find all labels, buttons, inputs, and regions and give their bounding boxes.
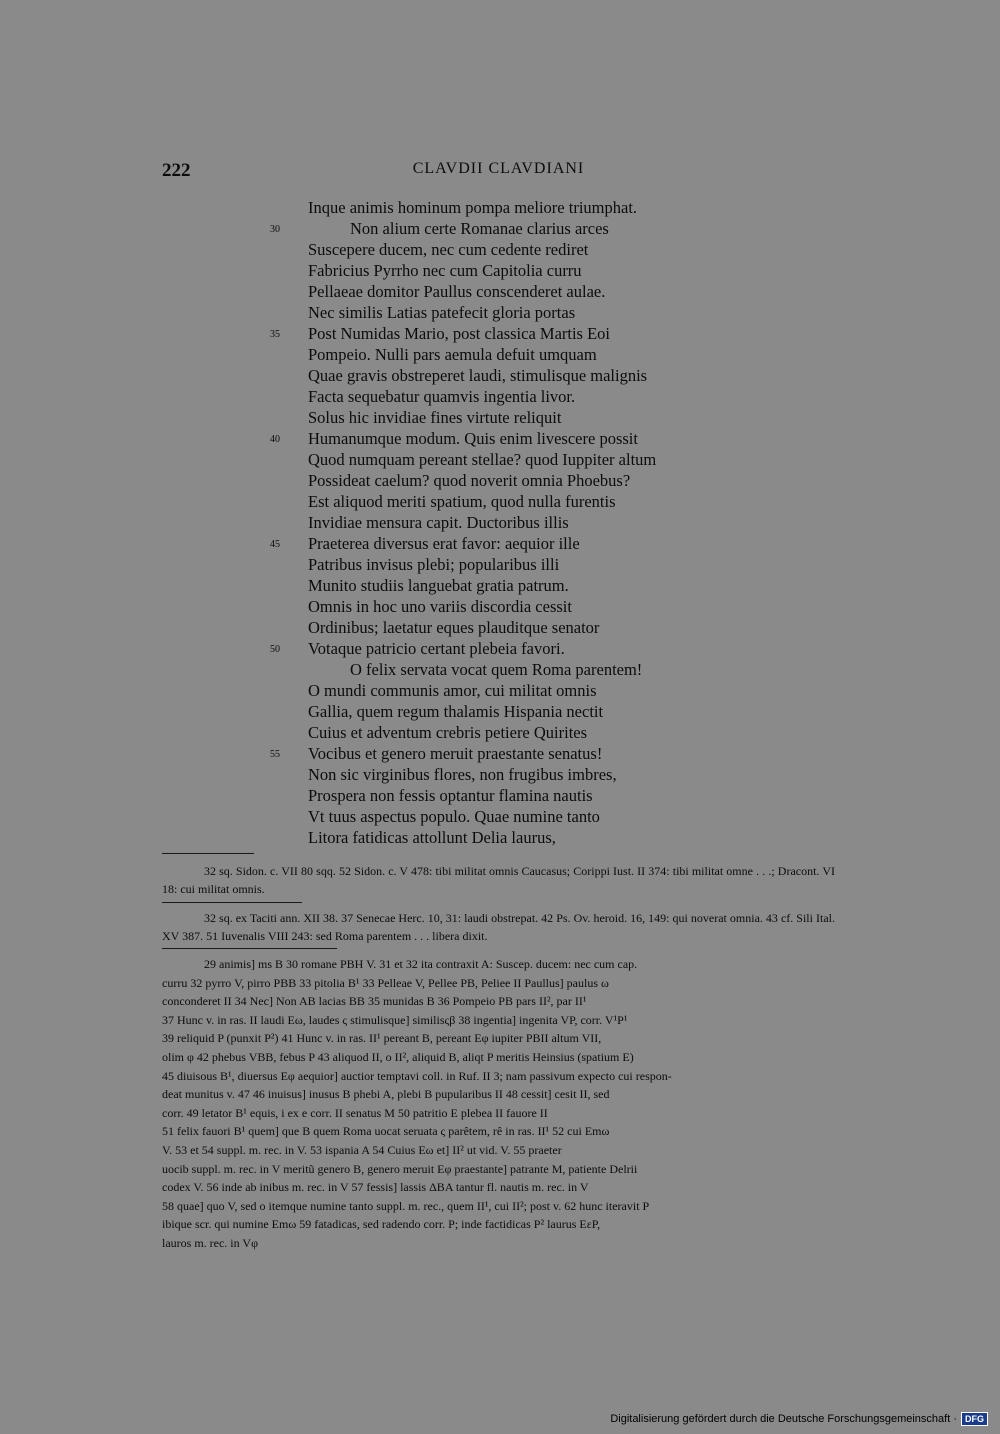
apparatus-line: 58 quae] quo V, sed o itemque numine tanto suppl. m. rec., quem II¹, cui II²; post v. 62 hunc iteravit P	[162, 1198, 650, 1213]
verse-text: Invidiae mensura capit. Ductoribus illis	[308, 513, 569, 532]
line-number: 40	[270, 434, 280, 445]
verse-text: Vocibus et genero meruit praestante senatus!	[308, 744, 603, 763]
verse-text: Cuius et adventum crebris petiere Quirites	[308, 723, 588, 742]
verse-line	[270, 827, 830, 848]
verse-text: Votaque patricio certant plebeia favori.	[308, 639, 565, 658]
apparatus-line: ibique scr. qui numine Emω 59 fatadicas, sed radendo corr. P; inde factidicas P² laurus EεP,	[162, 1217, 601, 1232]
divider	[162, 948, 337, 949]
verse-text: Humanumque modum. Quis enim livescere possit	[308, 429, 638, 448]
apparatus-line: deat munitus v. 47 46 inuisus] inusus B phebi A, plebi B pupularibus II 48 cessit] cesit II, sed	[162, 1087, 610, 1102]
verse-line	[270, 722, 830, 743]
apparatus-line: uocib suppl. m. rec. in V meritũ genero B, genero meruit Eφ praestante] patrante M, patiente Delrii	[162, 1161, 638, 1176]
verse-text: Nec similis Latias patefecit gloria portas	[308, 303, 576, 322]
verse-text: Post Numidas Mario, post classica Martis Eoi	[308, 324, 611, 343]
apparatus-line: conconderet II 34 Nec] Non AB lacias BB 35 munidas B 36 Pompeio PB pars II², par II¹	[162, 994, 587, 1009]
apparatus-line: 51 felix fauori B¹ quem] que B quem Roma uocat seruata ς parêtem, rê in ras. II¹ 52 cui Emω	[162, 1124, 610, 1139]
dfg-logo: DFG	[961, 1412, 988, 1426]
verse-text: Facta sequebatur quamvis ingentia livor.	[308, 387, 576, 406]
verse-line	[270, 323, 830, 344]
verse-line	[270, 386, 830, 407]
verse-text: Solus hic invidiae fines virtute reliquit	[308, 408, 562, 427]
verse-line	[270, 659, 830, 680]
verse-line	[270, 680, 830, 701]
verse-line	[270, 218, 830, 239]
testimonia-1-text: 32 sq. Sidon. c. VII 80 sqq. 52 Sidon. c. V 478: tibi militat omnis Caucasus; Corippi Iust. II 374: tibi militat omne . . .; Dracont. VI 18: cui militat omnis.	[162, 864, 835, 896]
apparatus-line: lauros m. rec. in Vφ	[162, 1235, 259, 1250]
verse-line	[270, 239, 830, 260]
verse-line	[270, 617, 830, 638]
apparatus-line: V. 53 et 54 suppl. m. rec. in V. 53 ispania A 54 Cuius Eω et] II² ut vid. V. 55 praeter	[162, 1142, 562, 1157]
verse-line	[270, 344, 830, 365]
verse-text: O felix servata vocat quem Roma parentem!	[350, 660, 643, 679]
verse-text: Gallia, quem regum thalamis Hispania nectit	[308, 702, 604, 721]
line-number: 45	[270, 539, 280, 550]
apparatus-line: 45 diuisous B¹, diuersus Eφ aequior] auctior temptavi coll. in Ruf. II 3; nam passivum expecto cui respon-	[162, 1068, 672, 1083]
line-number: 55	[270, 749, 280, 760]
verse-text: Pompeio. Nulli pars aemula defuit umquam	[308, 345, 597, 364]
verse-text: Suscepere ducem, nec cum cedente rediret	[308, 240, 589, 259]
verse-text: Quod numquam pereant stellae? quod Iuppiter altum	[308, 450, 657, 469]
apparatus-line: 29 animis] ms B 30 romane PBH V. 31 et 32 ita contraxit A: Suscep. ducem: nec cum cap.	[204, 957, 638, 971]
footer-text: Digitalisierung gefördert durch die Deutsche Forschungsgemeinschaft ·	[610, 1413, 957, 1425]
verse-line	[270, 701, 830, 722]
verse-text: Non alium certe Romanae clarius arces	[350, 219, 609, 238]
verse-text: Pellaeae domitor Paullus conscenderet aulae.	[308, 282, 606, 301]
verse-line	[270, 365, 830, 386]
running-head: CLAVDII CLAVDIANI	[412, 160, 585, 177]
verse-line	[270, 785, 830, 806]
footer-bar	[610, 1410, 988, 1428]
verse-text: Patribus invisus plebi; popularibus illi	[308, 555, 560, 574]
verse-text: O mundi communis amor, cui militat omnis	[308, 681, 597, 700]
apparatus-line: olim φ 42 phebus VBB, febus P 43 aliquod II, o II², aliquid B, aliqt P meritis Heinsius (spatium E)	[162, 1049, 634, 1064]
line-number: 30	[270, 224, 280, 235]
verse-text: Praeterea diversus erat favor: aequior ille	[308, 534, 580, 553]
apparatus-line: 37 Hunc v. in ras. II laudi Eω, laudes ς stimulisque] similisςβ 38 ingentia] ingenita VP, corr. V¹P¹	[162, 1012, 628, 1027]
verse-line	[270, 596, 830, 617]
verse-line	[270, 764, 830, 785]
testimonia-1	[162, 862, 835, 898]
verse-line	[270, 302, 830, 323]
verse-line	[270, 806, 830, 827]
verse-text: Quae gravis obstreperet laudi, stimulisque malignis	[308, 366, 648, 385]
verse-line	[270, 554, 830, 575]
verse-line	[270, 575, 830, 596]
line-number: 35	[270, 329, 280, 340]
verse-text: Non sic virginibus flores, non frugibus imbres,	[308, 765, 617, 784]
apparatus-line: 39 reliquid P (punxit P²) 41 Hunc v. in ras. II¹ pereant B, pereant Eφ iupiter PBII altum VII,	[162, 1031, 602, 1046]
verse-line	[270, 428, 830, 449]
verse-text: Possideat caelum? quod noverit omnia Phoebus?	[308, 471, 631, 490]
verse-text: Omnis in hoc uno variis discordia cessit	[308, 597, 572, 616]
verse-line	[270, 449, 830, 470]
verse-text: Munito studiis languebat gratia patrum.	[308, 576, 569, 595]
verse-line	[270, 638, 830, 659]
verse-line	[270, 743, 830, 764]
verse-text: Fabricius Pyrrho nec cum Capitolia curru	[308, 261, 582, 280]
divider	[162, 853, 254, 854]
verse-text: Inque animis hominum pompa meliore triumphat.	[308, 198, 638, 217]
divider	[162, 902, 302, 903]
verse-text: Vt tuus aspectus populo. Quae numine tanto	[308, 807, 600, 826]
verse-text: Litora fatidicas attollunt Delia laurus,	[308, 828, 556, 847]
testimonia-2-text: 32 sq. ex Taciti ann. XII 38. 37 Senecae Herc. 10, 31: laudi obstrepat. 42 Ps. Ov. heroid. 16, 149: qui noverat omnia. 43 cf. Sili Ital. XV 387. 51 Iuvenalis VIII 243: sed Roma parentem . . . libera dixit.	[162, 911, 835, 943]
verse-line	[270, 533, 830, 554]
verse-line	[270, 407, 830, 428]
page-number: 222	[162, 160, 191, 181]
apparatus-line: curru 32 pyrro V, pirro PBB 33 pitolia B¹ 33 Pelleae V, Pellee PB, Peliee II Paullus] paulus ω	[162, 975, 609, 990]
apparatus-line: codex V. 56 inde ab inibus m. rec. in V 57 fessis] lassis ΔBA tantur fl. nautis m. rec. in V	[162, 1180, 589, 1195]
verse-text: Ordinibus; laetatur eques plauditque senator	[308, 618, 600, 637]
apparatus-line: corr. 49 letator B¹ equis, i ex e corr. II senatus M 50 patritio E plebea II fauore II	[162, 1105, 548, 1120]
verse-line	[270, 281, 830, 302]
verse-line	[270, 491, 830, 512]
verse-line	[270, 512, 830, 533]
critical-apparatus	[162, 955, 835, 1253]
verse-line	[270, 260, 830, 281]
line-number: 50	[270, 644, 280, 655]
verse-line	[270, 197, 830, 218]
verse-text: Prospera non fessis optantur flamina nautis	[308, 786, 593, 805]
page-header	[162, 160, 835, 186]
testimonia-2	[162, 909, 835, 945]
verse-text: Est aliquod meriti spatium, quod nulla furentis	[308, 492, 616, 511]
verse-line	[270, 470, 830, 491]
poem-text	[270, 197, 830, 848]
